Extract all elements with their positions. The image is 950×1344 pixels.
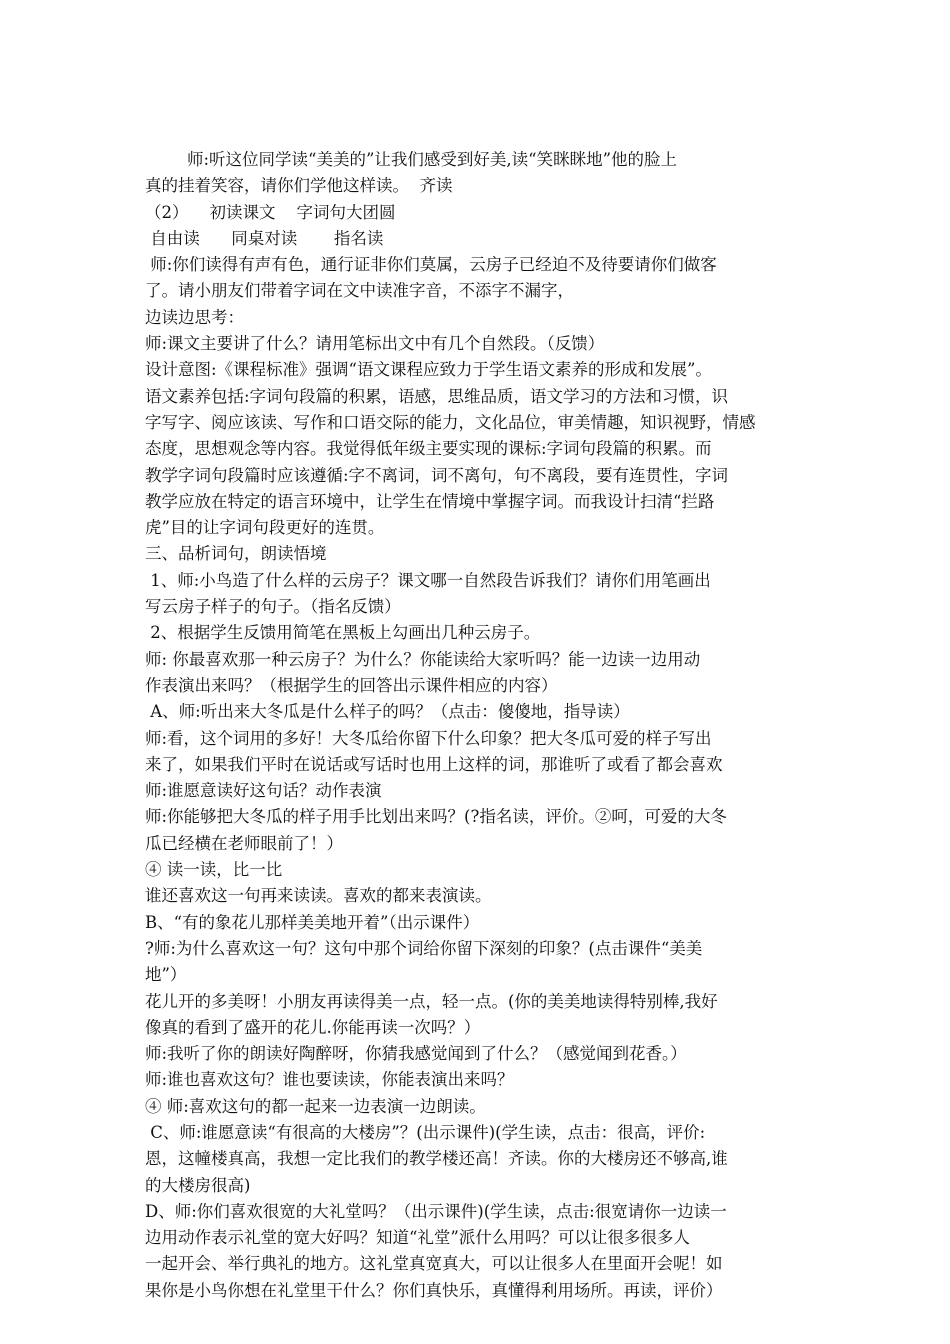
text-line: 字写字、阅应该读、写作和口语交际的能力，文化品位，审美情趣，知识视野，情感 — [145, 412, 756, 432]
text-line: 语文素养包括:字词句段篇的积累，语感，思维品质，语文学习的方法和习惯，识 — [145, 386, 729, 406]
text-line: 教学字词句段篇时应该遵循:字不离词，词不离句，句不离段，要有连贯性，字词 — [145, 465, 729, 485]
text-line: A、师:听出来大冬瓜是什么样子的吗？（点击：傻傻地，指导读） — [145, 702, 630, 722]
text-line: 花儿开的多美呀！小朋友再读得美一点，轻一点。(你的美美地读得特别棒,我好 — [145, 991, 718, 1011]
text-line: 恩，这幢楼真高，我想一定比我们的教学楼还高！齐读。你的大楼房还不够高,谁 — [145, 1149, 728, 1169]
text-line: 作表演出来吗？（根据学生的回答出示课件相应的内容） — [145, 675, 558, 695]
text-line: 像真的看到了盛开的花儿.你能再读一次吗？） — [145, 1017, 481, 1037]
text-line: 师:谁愿意读好这句话？动作表演 — [145, 781, 382, 801]
text-line: 师:课文主要讲了什么？请用笔标出文中有几个自然段。（反馈） — [145, 334, 605, 354]
text-line: 师:你们读得有声有色，通行证非你们莫属，云房子已经迫不及待要请你们做客 — [145, 255, 717, 275]
text-line: 了。请小朋友们带着字词在文中读准字音，不添字不漏字， — [145, 281, 574, 301]
text-line: C、师:谁愿意读“有很高的大楼房”？(出示课件)(学生读，点击：很高，评价: — [145, 1122, 706, 1142]
text-line: 师:你能够把大冬瓜的样子用手比划出来吗？(?指名读，评价。②呵，可爱的大冬 — [145, 807, 727, 827]
text-line: 的大楼房很高) — [145, 1175, 251, 1195]
text-line: 自由读 同桌对读 指名读 — [145, 228, 384, 248]
text-line: 1、师:小鸟造了什么样的云房子？课文哪一自然段告诉我们？请你们用笔画出 — [145, 570, 711, 590]
text-line: 写云房子样子的句子。（指名反馈） — [145, 597, 401, 617]
text-line: 边用动作表示礼堂的宽大好吗？知道“礼堂”派什么用吗？可以让很多很多人 — [145, 1228, 690, 1248]
text-line: 师:看，这个词用的多好！大冬瓜给你留下什么印象？把大冬瓜可爱的样子写出 — [145, 728, 712, 748]
text-line: 来了，如果我们平时在说话或写话时也用上这样的词，那谁听了或看了都会喜欢 — [145, 754, 723, 774]
text-line: （2） 初读课文 字词句大团圆 — [145, 202, 396, 222]
text-line: 态度，思想观念等内容。我觉得低年级主要实现的课标:字词句段篇的积累。而 — [145, 439, 712, 459]
text-line: 瓜已经横在老师眼前了！） — [145, 833, 343, 853]
text-line: 2、根据学生反馈用简笔在黑板上勾画出几种云房子。 — [145, 623, 541, 643]
text-line: 一起开会、举行典礼的地方。这礼堂真宽真大，可以让很多人在里面开会呢！如 — [145, 1254, 723, 1274]
text-line: 谁还喜欢这一句再来读读。喜欢的都来表演读。 — [145, 886, 492, 906]
text-line: D、师:你们喜欢很宽的大礼堂吗？（出示课件)(学生读，点击:很宽请你一边读一 — [145, 1201, 727, 1221]
text-line: 师:听这位同学读“美美的”让我们感受到好美,读“笑眯眯地”他的脸上 — [145, 150, 678, 169]
text-line: 地”） — [145, 965, 187, 985]
text-line: 设计意图:《课程标准》强调“语文课程应致力于学生语文素养的形成和发展”。 — [145, 360, 712, 380]
text-line: 教学应放在特定的语言环境中，让学生在情境中掌握字词。而我设计扫清“拦路 — [145, 491, 715, 511]
text-line: ?师:为什么喜欢这一句？这句中那个词给你留下深刻的印象？(点击课件“美美 — [145, 938, 703, 958]
text-line: 边读边思考： — [145, 307, 244, 327]
document-page — [145, 147, 813, 1304]
text-line: B、“有的象花儿那样美美地开着”（出示课件） — [145, 912, 480, 932]
text-line: 师:我听了你的朗读好陶醉呀，你猜我感觉闻到了什么？（感觉闻到花香。） — [145, 1044, 687, 1064]
text-line: ④ 读一读，比一比 — [145, 860, 283, 880]
section-heading: 三、品析词句，朗读悟境 — [145, 544, 327, 564]
text-line: 师:谁也喜欢这句？谁也要读读，你能表演出来吗？ — [145, 1070, 514, 1090]
text-line: 真的挂着笑容，请你们学他这样读。 齐读 — [145, 176, 453, 196]
text-line: 师: 你最喜欢那一种云房子？为什么？你能读给大家听吗？能一边读一边用动 — [145, 649, 701, 669]
text-line: 果你是小鸟你想在礼堂里干什么？你们真快乐，真懂得利用场所。再读，评价） — [145, 1280, 723, 1300]
text-line: ④ 师:喜欢这句的都一起来一边表演一边朗读。 — [145, 1096, 486, 1116]
text-line: 虎”目的让字词句段更好的连贯。 — [145, 518, 385, 538]
